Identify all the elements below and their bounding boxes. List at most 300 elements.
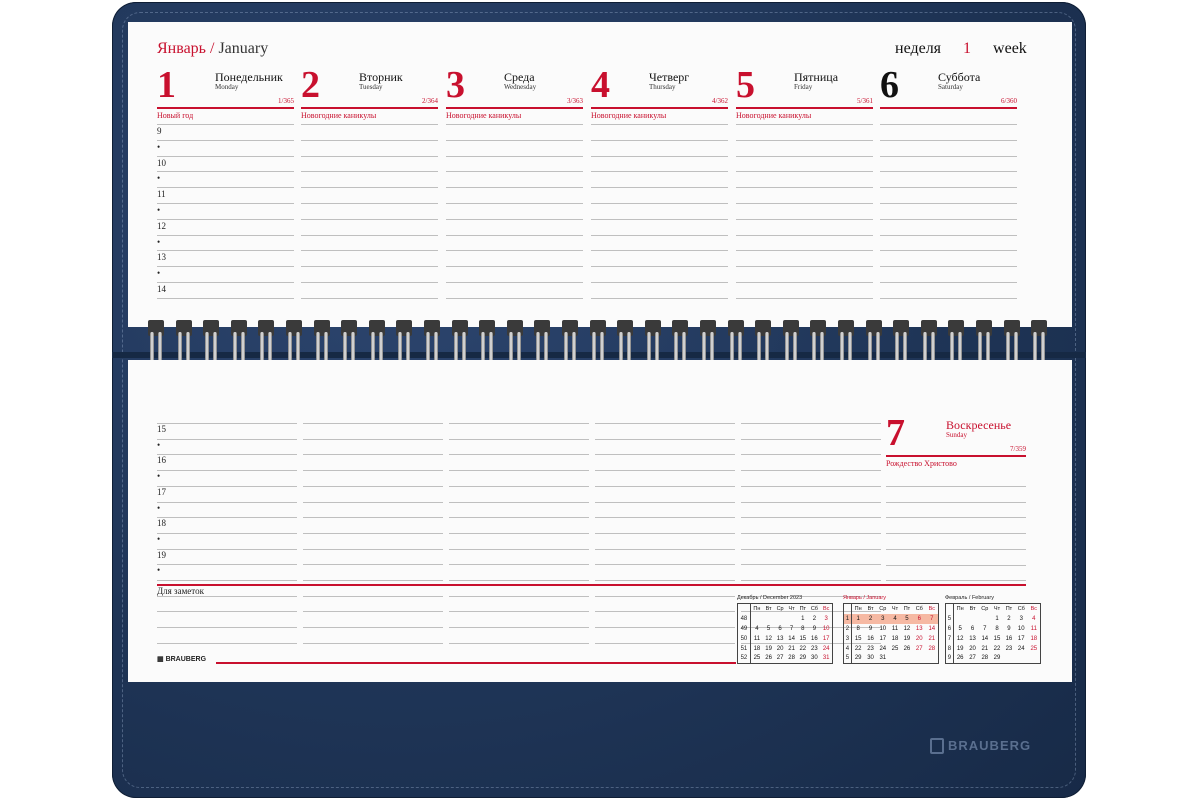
writing-line	[157, 187, 294, 188]
date-cell: 14	[981, 635, 989, 642]
writing-line	[303, 502, 443, 503]
writing-line	[741, 439, 881, 440]
writing-line	[301, 219, 438, 220]
mini-calendar-row	[844, 624, 939, 634]
writing-line	[301, 140, 438, 141]
hour-label: 13	[157, 252, 166, 263]
writing-line	[303, 533, 443, 534]
writing-line	[157, 282, 294, 283]
writing-line	[157, 533, 297, 534]
month-title	[157, 40, 268, 58]
writing-line	[741, 470, 881, 471]
hour-label: •	[157, 533, 161, 544]
writing-line	[736, 187, 873, 188]
hour-label: 11	[157, 189, 166, 200]
weekday-label: Пн	[956, 605, 964, 612]
date-cell: 28	[981, 655, 989, 662]
date-cell: 31	[822, 655, 830, 662]
hour-label: 12	[157, 220, 166, 231]
writing-line	[301, 171, 438, 172]
mini-calendar-header	[946, 604, 1041, 614]
writing-line	[449, 549, 589, 550]
writing-line	[303, 423, 443, 424]
date-cell	[953, 614, 966, 624]
day-number: 3	[446, 64, 465, 106]
writing-line	[303, 627, 443, 628]
day-count: 1/365	[278, 97, 294, 105]
writing-line	[595, 470, 735, 471]
day-number: 2	[301, 64, 320, 106]
cover-brand: BRAUBERG	[948, 738, 1032, 753]
date-cell: 14	[788, 635, 795, 642]
date-cell	[926, 654, 939, 664]
writing-line	[157, 611, 297, 612]
date-cell	[913, 654, 926, 664]
day-name-ru: Среда	[504, 70, 535, 84]
date-cell: 5	[901, 614, 913, 624]
date-cell: 11	[1030, 625, 1037, 632]
date-cell	[1028, 654, 1041, 664]
date-cell	[1015, 654, 1028, 664]
writing-line	[449, 423, 589, 424]
day-name-ru: Вторник	[359, 70, 403, 84]
mini-calendar-row	[738, 644, 833, 654]
writing-line	[446, 266, 583, 267]
weekday-label: Пн	[854, 605, 862, 612]
day-red-line	[301, 107, 438, 109]
day-name-en: Friday	[794, 83, 813, 91]
writing-line	[301, 298, 438, 299]
writing-line	[157, 266, 294, 267]
weekday-label: Ср	[879, 605, 887, 612]
writing-line	[595, 423, 735, 424]
writing-line	[301, 124, 438, 125]
writing-line	[301, 266, 438, 267]
date-cell: 21	[981, 645, 989, 652]
date-cell: 8	[856, 625, 860, 632]
week-ru: неделя	[895, 40, 942, 57]
day-red-line	[880, 107, 1017, 109]
date-cell: 10	[822, 625, 830, 632]
weekday-label	[738, 604, 751, 614]
date-cell	[979, 614, 992, 624]
date-cell: 27	[969, 655, 976, 662]
mini-calendar	[737, 595, 833, 664]
writing-line	[449, 439, 589, 440]
hour-label: •	[157, 236, 161, 247]
date-cell: 25	[1030, 645, 1038, 652]
hour-label: 15	[157, 424, 166, 434]
date-cell: 22	[799, 645, 807, 652]
date-cell: 18	[1030, 635, 1038, 642]
weekday-label: Ср	[981, 605, 989, 612]
date-cell: 5	[766, 625, 771, 632]
date-cell: 10	[879, 625, 887, 632]
hour-label: •	[157, 439, 161, 450]
writing-line	[741, 580, 881, 581]
writing-line	[595, 439, 735, 440]
writing-line	[886, 580, 1026, 581]
writing-line	[303, 596, 443, 597]
writing-line	[736, 235, 873, 236]
writing-line	[449, 611, 589, 612]
date-cell: 16	[867, 635, 874, 642]
writing-line	[303, 643, 443, 644]
writing-line	[591, 266, 728, 267]
day-count: 5/361	[857, 97, 873, 105]
hour-label: •	[157, 205, 161, 215]
writing-line	[157, 454, 297, 455]
month-ru: Январь	[157, 40, 206, 57]
hour-label: •	[157, 268, 161, 279]
writing-line	[591, 219, 728, 220]
mini-calendar-row	[738, 634, 833, 644]
writing-line	[886, 533, 1026, 534]
date-cell: 8	[801, 625, 805, 632]
writing-line	[449, 502, 589, 503]
hour-label: 16	[157, 455, 166, 466]
writing-line	[157, 580, 297, 581]
date-cell: 19	[903, 635, 911, 642]
writing-line	[157, 470, 297, 471]
writing-line	[880, 124, 1017, 125]
writing-line	[880, 219, 1017, 220]
writing-line	[157, 564, 297, 565]
day-holiday: Новый год	[157, 111, 194, 120]
writing-line	[446, 140, 583, 141]
week-number: 48	[738, 614, 751, 624]
weekday-label: Вт	[765, 605, 772, 612]
writing-line	[157, 627, 297, 628]
date-cell: 12	[903, 625, 911, 632]
weekday-label	[844, 604, 852, 614]
date-cell: 6	[970, 625, 975, 632]
writing-line	[595, 611, 735, 612]
writing-line	[303, 580, 443, 581]
day-name-ru: Понедельник	[215, 70, 283, 84]
date-cell: 21	[928, 635, 936, 642]
day-number: 1	[157, 64, 176, 106]
date-cell: 22	[993, 645, 1001, 652]
date-cell: 23	[867, 645, 874, 652]
week-number: 49	[738, 624, 751, 634]
writing-line	[157, 219, 294, 220]
writing-line	[886, 486, 1026, 487]
writing-line	[886, 517, 1026, 518]
mini-calendar-row	[946, 654, 1041, 664]
writing-line	[303, 470, 443, 471]
writing-line	[880, 266, 1017, 267]
weekday-label: Чт	[993, 605, 1001, 612]
date-cell	[774, 614, 786, 624]
weekday-label: Вт	[867, 605, 874, 612]
writing-line	[157, 439, 297, 440]
date-cell: 24	[879, 645, 887, 652]
day-red-line	[591, 107, 728, 109]
writing-line	[449, 486, 589, 487]
writing-line	[301, 282, 438, 283]
week-en: week	[993, 40, 1027, 57]
date-cell: 2	[865, 614, 877, 624]
date-cell: 10	[1017, 625, 1025, 632]
writing-line	[591, 124, 728, 125]
date-cell: 6	[913, 614, 926, 624]
date-cell: 30	[867, 655, 874, 662]
date-cell: 1	[851, 614, 864, 624]
writing-line	[446, 219, 583, 220]
writing-line	[449, 454, 589, 455]
week-number: 51	[738, 644, 751, 654]
writing-line	[449, 517, 589, 518]
date-cell: 17	[1017, 635, 1025, 642]
date-cell: 27	[776, 655, 784, 662]
week-number: 4	[844, 644, 852, 654]
mini-calendar-row	[946, 624, 1041, 634]
writing-line	[157, 156, 294, 157]
week-number: 3	[844, 634, 852, 644]
writing-line	[591, 250, 728, 251]
writing-line	[157, 643, 297, 644]
writing-line	[736, 219, 873, 220]
date-cell: 28	[788, 655, 795, 662]
writing-line	[301, 187, 438, 188]
date-cell: 24	[822, 645, 830, 652]
writing-line	[595, 564, 735, 565]
writing-line	[591, 171, 728, 172]
date-cell	[901, 654, 913, 664]
week-number: 50	[738, 634, 751, 644]
date-cell: 5	[958, 625, 962, 632]
writing-line	[741, 533, 881, 534]
date-cell: 29	[854, 655, 862, 662]
date-cell: 14	[928, 625, 936, 632]
sunday-name-en: Sunday	[946, 431, 967, 439]
writing-line	[880, 235, 1017, 236]
date-cell: 3	[824, 615, 828, 622]
writing-line	[595, 533, 735, 534]
date-cell: 20	[969, 645, 976, 652]
date-cell: 30	[811, 655, 818, 662]
mini-calendar-row	[844, 614, 939, 624]
date-cell: 4	[889, 614, 901, 624]
hour-label: •	[157, 565, 161, 576]
writing-line	[880, 203, 1017, 204]
writing-line	[157, 171, 294, 172]
writing-line	[880, 140, 1017, 141]
week-number: 2	[844, 624, 852, 634]
writing-line	[880, 187, 1017, 188]
writing-line	[741, 502, 881, 503]
date-cell: 25	[753, 655, 761, 662]
writing-line	[157, 298, 294, 299]
date-cell	[889, 654, 901, 664]
writing-line	[595, 580, 735, 581]
date-cell: 17	[879, 635, 887, 642]
writing-line	[449, 564, 589, 565]
day-red-line	[736, 107, 873, 109]
weekday-label: Вс	[822, 605, 830, 612]
writing-line	[157, 124, 294, 125]
month-separator: /	[205, 40, 219, 57]
date-cell: 13	[969, 635, 976, 642]
date-cell: 23	[1005, 645, 1013, 652]
writing-line	[301, 203, 438, 204]
date-cell: 15	[854, 635, 862, 642]
week-indicator	[895, 40, 1027, 58]
week-number: 8	[946, 644, 954, 654]
writing-line	[303, 611, 443, 612]
mini-calendar-row	[738, 614, 833, 624]
mini-calendar-title: Январь / January	[843, 595, 887, 601]
writing-line	[303, 517, 443, 518]
date-cell: 20	[776, 645, 784, 652]
mini-calendar-table	[843, 603, 939, 664]
writing-line	[157, 140, 294, 141]
day-name-en: Monday	[215, 83, 239, 91]
hour-label: 19	[157, 549, 166, 560]
writing-line	[303, 549, 443, 550]
writing-line	[449, 627, 589, 628]
weekday-label: Ср	[776, 605, 784, 612]
writing-line	[591, 298, 728, 299]
weekday-label: Вс	[1030, 605, 1038, 612]
writing-line	[736, 298, 873, 299]
date-cell: 3	[877, 614, 890, 624]
date-cell: 19	[765, 645, 772, 652]
date-cell: 9	[868, 625, 873, 632]
red-separator	[157, 584, 1026, 586]
sunday-holiday: Рождество Христово	[886, 459, 957, 468]
writing-line	[591, 156, 728, 157]
day-name-ru: Пятница	[794, 70, 839, 84]
date-cell: 28	[928, 645, 936, 652]
top-page	[128, 22, 1072, 327]
writing-line	[157, 235, 294, 236]
writing-line	[736, 203, 873, 204]
date-cell: 1	[801, 615, 805, 622]
weekday-label: Пн	[753, 605, 761, 612]
writing-line	[591, 140, 728, 141]
day-count: 3/363	[567, 97, 583, 105]
week-number: 5	[946, 614, 954, 624]
day-holiday: Новогодние каникулы	[446, 111, 522, 120]
day-name-en: Wednesday	[504, 83, 537, 91]
writing-line	[303, 564, 443, 565]
mini-calendar	[945, 595, 1041, 664]
mini-calendar-row	[844, 654, 939, 664]
writing-line	[595, 643, 735, 644]
writing-line	[446, 171, 583, 172]
date-cell: 18	[891, 635, 899, 642]
writing-line	[595, 486, 735, 487]
writing-line	[446, 250, 583, 251]
writing-line	[736, 156, 873, 157]
day-count: 4/362	[712, 97, 728, 105]
day-holiday: Новогодние каникулы	[591, 111, 667, 120]
writing-line	[741, 517, 881, 518]
date-cell: 9	[812, 625, 817, 632]
writing-line	[741, 454, 881, 455]
date-cell: 3	[1019, 615, 1023, 622]
mini-calendar-row	[738, 624, 833, 634]
day-number: 5	[736, 64, 755, 106]
weekday-label: Сб	[1017, 605, 1025, 612]
day-number: 4	[591, 64, 610, 106]
writing-line	[449, 596, 589, 597]
writing-line	[595, 502, 735, 503]
mini-calendar-table	[737, 603, 833, 664]
writing-line	[880, 171, 1017, 172]
weekday-label: Чт	[891, 605, 899, 612]
date-cell: 7	[789, 625, 794, 632]
writing-line	[595, 454, 735, 455]
weekday-label: Вт	[969, 605, 976, 612]
writing-line	[301, 250, 438, 251]
date-cell: 11	[891, 625, 899, 632]
hour-label: 17	[157, 486, 166, 497]
writing-line	[741, 423, 881, 424]
hour-label: •	[157, 173, 161, 184]
writing-line	[446, 156, 583, 157]
month-en: January	[218, 40, 269, 57]
writing-line	[446, 282, 583, 283]
day-count: 6/360	[1001, 97, 1017, 105]
week-number: 9	[946, 654, 954, 664]
writing-line	[736, 266, 873, 267]
mini-calendar-header	[844, 604, 939, 614]
writing-line	[880, 156, 1017, 157]
writing-line	[886, 502, 1026, 503]
writing-line	[449, 533, 589, 534]
hour-label: 10	[157, 157, 166, 168]
date-cell: 22	[854, 645, 862, 652]
mini-calendar-row	[946, 634, 1041, 644]
writing-line	[741, 549, 881, 550]
weekday-label: Чт	[788, 605, 795, 612]
bottom-page	[128, 360, 1072, 682]
week-number: 1	[844, 614, 852, 624]
brauberg-logo-small: ▦ BRAUBERG	[157, 656, 207, 663]
week-number: 52	[738, 654, 751, 664]
date-cell: 29	[799, 655, 807, 662]
date-cell: 26	[903, 645, 911, 652]
writing-line	[736, 282, 873, 283]
sunday-name-ru: Воскресенье	[946, 418, 1012, 432]
week-number: 7	[946, 634, 954, 644]
week-number: 1	[963, 40, 972, 57]
date-cell	[1003, 654, 1015, 664]
writing-line	[303, 486, 443, 487]
writing-line	[157, 203, 294, 204]
hour-label: 9	[157, 126, 162, 136]
writing-line	[301, 235, 438, 236]
writing-line	[446, 298, 583, 299]
weekday-label: Пт	[903, 605, 911, 612]
date-cell: 29	[993, 655, 1001, 662]
writing-line	[301, 156, 438, 157]
date-cell: 6	[778, 625, 782, 632]
writing-line	[595, 627, 735, 628]
date-cell: 13	[915, 625, 923, 632]
writing-line	[595, 517, 735, 518]
writing-line	[886, 565, 1026, 566]
mini-calendar	[843, 595, 939, 664]
writing-line	[446, 235, 583, 236]
week-number: 5	[844, 654, 852, 664]
writing-line	[886, 549, 1026, 550]
date-cell: 7	[983, 625, 987, 632]
date-cell: 24	[1017, 645, 1025, 652]
